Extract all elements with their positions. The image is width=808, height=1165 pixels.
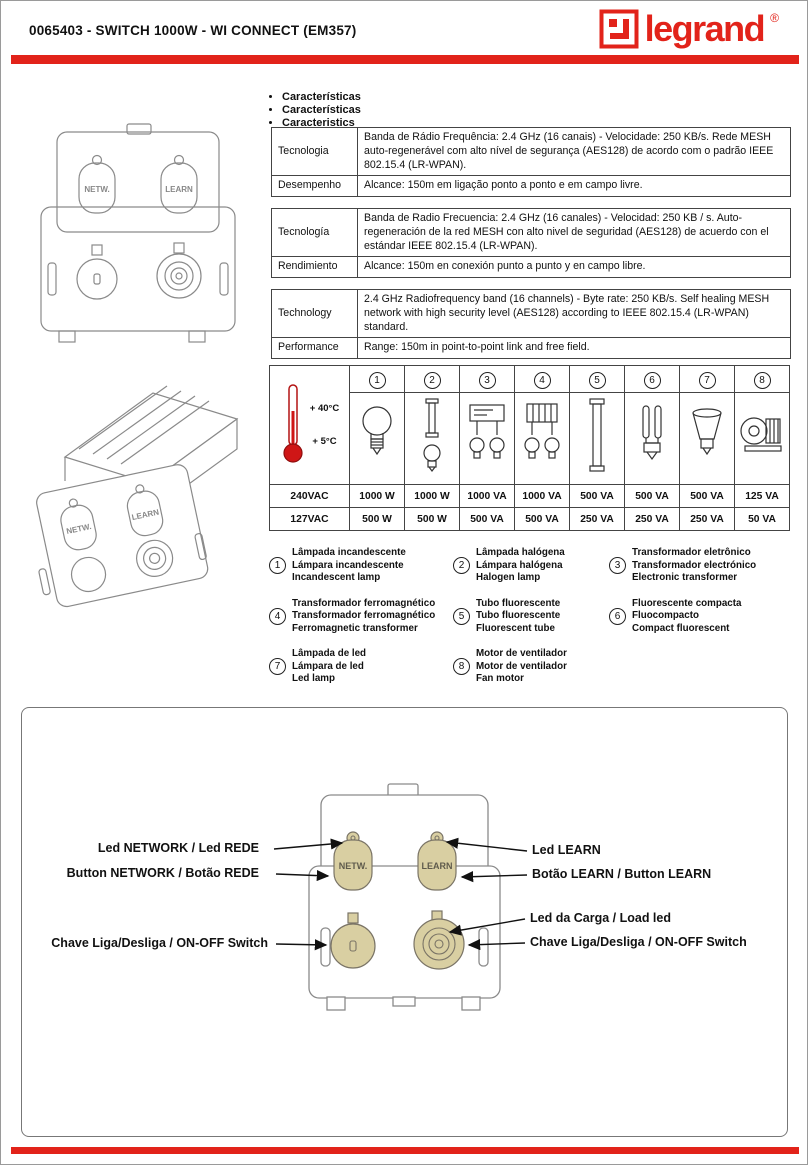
arrow-onoff-left — [276, 944, 326, 945]
temp-max: + 40°C — [309, 403, 340, 414]
spec-row-label: Technology — [272, 290, 358, 338]
learn-button-label: LEARN — [421, 861, 453, 871]
spec-row-text: Banda de Rádio Frequência: 2.4 GHz (16 canais) - Velocidade: 250 KB/s. Rede MESH auto-regenerável com alto nível de segurança (AES128) de acordo com o padrão IEEE 802.15.4 (LR-WPAN). — [358, 128, 791, 176]
column-number: 3 — [479, 372, 496, 389]
fluorescent-tube-icon — [570, 393, 625, 485]
compact-fluorescent-icon — [625, 393, 680, 485]
network-button-label: NETW. — [65, 521, 93, 537]
thermometer-icon — [280, 381, 306, 470]
legend-number: 6 — [609, 608, 626, 625]
spec-row-text: Alcance: 150m em ligação ponto a ponto e em campo livre. — [358, 176, 791, 197]
legend-number: 4 — [269, 608, 286, 625]
spec-row-label: Desempenho — [272, 176, 358, 197]
legrand-logo-icon — [599, 9, 639, 54]
legend-item — [453, 648, 609, 686]
column-number: 8 — [754, 372, 771, 389]
column-number: 1 — [369, 372, 386, 389]
legend-item — [453, 598, 609, 636]
load-value: 1000 VA — [515, 485, 570, 508]
callout-led-network: Led NETWORK / Led REDE — [97, 841, 259, 855]
halogen-lamp-icon — [405, 393, 460, 485]
callout-load-led: Led da Carga / Load led — [530, 911, 671, 925]
load-legend — [269, 547, 793, 686]
device-perspective-drawing — [31, 359, 246, 632]
spec-table-pt — [271, 127, 791, 197]
legend-line-pt: Motor de ventilador — [476, 648, 567, 659]
spec-row-label: Performance — [272, 338, 358, 359]
legend-item — [609, 598, 793, 636]
legend-number: 7 — [269, 658, 286, 675]
legend-line-en: Compact fluorescent — [632, 622, 730, 634]
load-capacity-table — [269, 365, 790, 531]
legend-line-en: Halogen lamp — [476, 572, 541, 583]
registered-trademark: ® — [770, 11, 779, 25]
spec-tables — [271, 127, 791, 370]
legend-number: 1 — [269, 557, 286, 574]
legend-line-en: Ferromagnetic transformer — [292, 622, 418, 634]
legend-line-en: Fluorescent tube — [476, 622, 555, 634]
characteristics-item-pt: • Características — [282, 91, 361, 104]
legend-line-en: Led lamp — [292, 673, 336, 684]
spec-row-text: Alcance: 150m en conexión punto a punto y en campo libre. — [358, 257, 791, 278]
incandescent-lamp-icon — [350, 393, 405, 485]
device-front-drawing — [31, 123, 246, 356]
legrand-wordmark: legrand — [644, 8, 765, 49]
load-value: 500 VA — [515, 508, 570, 531]
callout-onoff-right: Chave Liga/Desliga / ON-OFF Switch — [530, 935, 747, 949]
legend-line-es: Lámpara incandescente — [292, 559, 404, 571]
load-value: 500 VA — [460, 508, 515, 531]
legend-number: 3 — [609, 557, 626, 574]
load-value: 250 VA — [625, 508, 680, 531]
spec-row-label: Tecnología — [272, 209, 358, 257]
load-value: 1000 W — [405, 485, 460, 508]
temperature-cell — [270, 366, 350, 485]
footer-rule — [11, 1147, 799, 1154]
legend-line-en: Fan motor — [476, 673, 524, 684]
legend-line-es: Lámpara de led — [292, 660, 364, 672]
load-value: 1000 VA — [460, 485, 515, 508]
load-value: 50 VA — [735, 508, 790, 531]
temp-min: + 5°C — [312, 436, 337, 447]
legend-item — [269, 547, 453, 585]
legend-line-es: Transformador electrónico — [632, 559, 757, 571]
legend-item — [269, 598, 453, 636]
legend-line-es: Fluocompacto — [632, 610, 699, 621]
legend-line-es: Lámpara halógena — [476, 559, 563, 571]
legend-line-es: Transformador ferromagnético — [292, 610, 436, 621]
callout-button-learn: Botão LEARN / Button LEARN — [532, 867, 712, 881]
load-value: 125 VA — [735, 485, 790, 508]
load-value: 250 VA — [570, 508, 625, 531]
characteristics-list — [269, 91, 361, 130]
characteristics-item-en: • Caracteristics — [282, 117, 361, 130]
load-value: 1000 W — [350, 485, 405, 508]
column-number: 7 — [699, 372, 716, 389]
spec-table-es — [271, 208, 791, 278]
legend-line-pt: Lâmpada halógena — [476, 547, 565, 558]
device-callout-panel — [21, 707, 788, 1137]
legend-line-en: Electronic transformer — [632, 572, 738, 583]
legend-number: 2 — [453, 557, 470, 574]
learn-button-label: LEARN — [130, 507, 160, 523]
column-number: 2 — [424, 372, 441, 389]
load-value: 250 VA — [680, 508, 735, 531]
column-number: 5 — [589, 372, 606, 389]
voltage-row-label: 240VAC — [270, 485, 350, 508]
legend-number: 5 — [453, 608, 470, 625]
device-callout-drawing — [22, 708, 789, 1135]
legend-line-pt: Fluorescente compacta — [632, 597, 742, 609]
spec-row-label: Rendimiento — [272, 257, 358, 278]
electronic-transformer-icon — [460, 393, 515, 485]
fan-motor-icon — [735, 393, 790, 485]
callout-button-network: Button NETWORK / Botão REDE — [66, 866, 259, 880]
load-value: 500 W — [350, 508, 405, 531]
ferromagnetic-transformer-icon — [515, 393, 570, 485]
legend-item — [453, 547, 609, 585]
network-button-label: NETW. — [84, 185, 110, 194]
legend-line-es: Tubo fluorescente — [476, 610, 561, 621]
legend-line-pt: Lâmpada de led — [292, 648, 367, 659]
spec-row-text: Banda de Radio Frecuencia: 2.4 GHz (16 canales) - Velocidad: 250 KB / s. Auto-regeneración de la red MESH con alto nivel de seguridad (AES128) de acuerdo con el estándar IEEE 802.15.4 (LR-WPAN). — [358, 209, 791, 257]
column-number: 4 — [534, 372, 551, 389]
callout-led-learn: Led LEARN — [532, 843, 601, 857]
network-button-label: NETW. — [338, 861, 368, 871]
legend-line-pt: Transformador ferromagnético — [292, 597, 436, 609]
load-value: 500 VA — [680, 485, 735, 508]
learn-button-label: LEARN — [165, 185, 193, 194]
load-value: 500 VA — [570, 485, 625, 508]
spec-row-text: 2.4 GHz Radiofrequency band (16 channels) - Byte rate: 250 KB/s. Self healing MESH network with high security level (AES128) according to IEEE 802.15.4 (LR-WPAN) standard. — [358, 290, 791, 338]
legend-line-pt: Transformador eletrônico — [632, 547, 751, 558]
load-value: 500 VA — [625, 485, 680, 508]
legrand-logo — [599, 9, 779, 54]
led-lamp-icon — [680, 393, 735, 485]
callout-onoff-left: Chave Liga/Desliga / ON-OFF Switch — [51, 936, 268, 950]
column-number: 6 — [644, 372, 661, 389]
spec-row-text: Range: 150m in point-to-point link and free field. — [358, 338, 791, 359]
legend-line-pt: Tubo fluorescente — [476, 597, 561, 609]
legend-number: 8 — [453, 658, 470, 675]
legend-item — [609, 547, 793, 585]
voltage-row-label: 127VAC — [270, 508, 350, 531]
legend-line-es: Motor de ventilador — [476, 660, 567, 672]
spec-table-en — [271, 289, 791, 359]
page-title: 0065403 - SWITCH 1000W - WI CONNECT (EM357) — [29, 23, 357, 38]
characteristics-item-es: • Características — [282, 104, 361, 117]
legend-item — [269, 648, 453, 686]
header-rule — [11, 55, 799, 64]
load-value: 500 W — [405, 508, 460, 531]
legend-line-pt: Lâmpada incandescente — [292, 547, 406, 558]
spec-row-label: Tecnologia — [272, 128, 358, 176]
legend-line-en: Incandescent lamp — [292, 572, 381, 583]
